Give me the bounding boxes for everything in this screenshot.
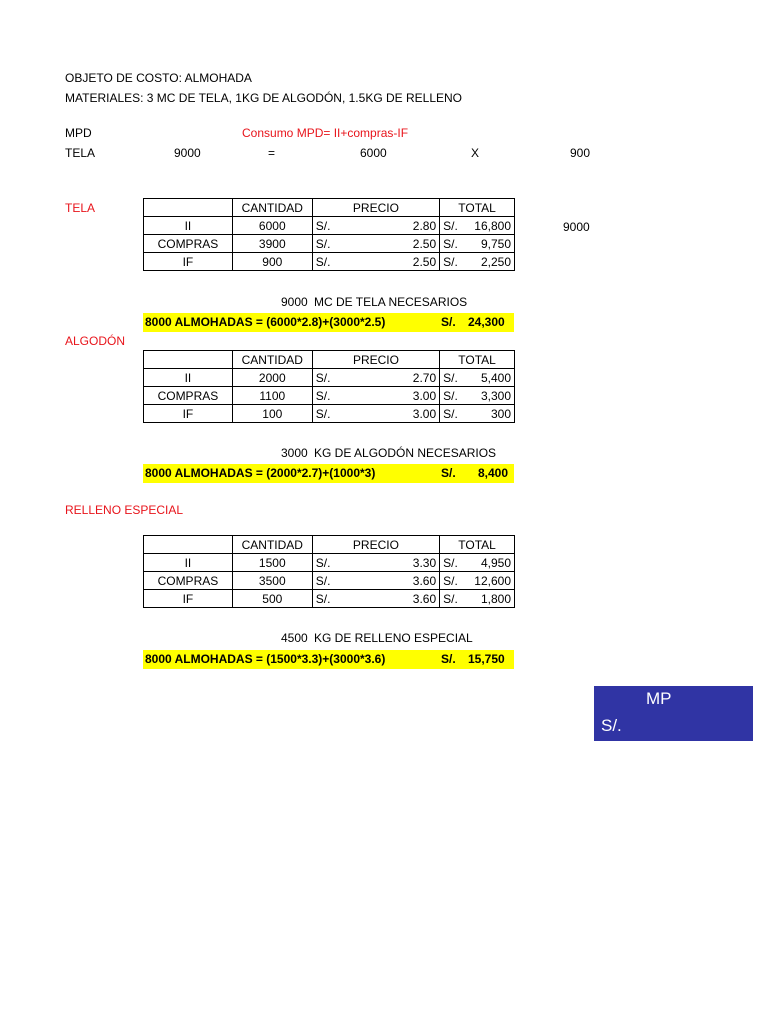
precio-value: 2.80: [412, 218, 437, 233]
tela-calc-total: 24,300: [468, 315, 505, 329]
cantidad-cell: 1500: [232, 554, 312, 572]
total-cell: [440, 590, 515, 608]
relleno-table: [143, 535, 515, 608]
table-row: [144, 554, 515, 572]
cantidad-cell: 900: [232, 253, 312, 271]
precio-value: 2.70: [412, 370, 437, 385]
algodon-calc-formula: 8000 ALMOHADAS = (2000*2.7)+(1000*3): [145, 466, 376, 480]
algodon-table: [143, 350, 515, 423]
table-header-empty: [144, 536, 233, 554]
total-value: 12,600: [474, 573, 511, 588]
precio-cell: [312, 369, 439, 387]
precio-value: 3.00: [412, 406, 437, 421]
currency-label: S/.: [315, 236, 331, 251]
table-header-empty: [144, 351, 233, 369]
currency-label: S/.: [443, 573, 458, 588]
total-value: 16,800: [474, 218, 511, 233]
currency-label: S/.: [443, 388, 458, 403]
currency-label: S/.: [315, 406, 331, 421]
total-value: 5,400: [480, 370, 511, 385]
total-value: 4,950: [480, 555, 511, 570]
currency-label: S/.: [315, 573, 331, 588]
table-header-precio: PRECIO: [312, 199, 439, 217]
total-value: 9,750: [480, 236, 511, 251]
table-row: [144, 405, 515, 423]
tela-label: TELA: [65, 146, 96, 160]
total-cell: [440, 217, 515, 235]
cantidad-cell: 6000: [232, 217, 312, 235]
precio-value: 3.00: [412, 388, 437, 403]
table-header-total: TOTAL: [440, 536, 515, 554]
currency-label: S/.: [315, 555, 331, 570]
mp-currency: S/.: [601, 716, 622, 735]
total-value: 1,800: [480, 591, 511, 606]
currency-label: S/.: [443, 236, 458, 251]
row-label: COMPRAS: [144, 387, 233, 405]
cantidad-cell: 2000: [232, 369, 312, 387]
relleno-calc-formula: 8000 ALMOHADAS = (1500*3.3)+(3000*3.6): [145, 652, 386, 666]
total-value: 300: [490, 406, 511, 421]
row-label: COMPRAS: [144, 572, 233, 590]
algodon-calc-total: 8,400: [478, 466, 509, 480]
table-row: [144, 217, 515, 235]
row-label: IF: [144, 253, 233, 271]
total-cell: [440, 235, 515, 253]
currency-label: S/.: [315, 591, 331, 606]
relleno-needed-text: KG DE RELLENO ESPECIAL: [314, 631, 473, 645]
precio-cell: [312, 387, 439, 405]
row-label: II: [144, 554, 233, 572]
algodon-section-title: ALGODÓN: [65, 334, 126, 348]
row-label: II: [144, 217, 233, 235]
row-label: COMPRAS: [144, 235, 233, 253]
total-cell: [440, 253, 515, 271]
currency-label: S/.: [315, 254, 331, 269]
precio-value: 3.30: [412, 555, 437, 570]
total-cell: [440, 387, 515, 405]
relleno-calc-total: 15,750: [468, 652, 505, 666]
total-cell: [440, 554, 515, 572]
precio-value: 2.50: [412, 236, 437, 251]
row-label: IF: [144, 405, 233, 423]
cantidad-cell: 100: [232, 405, 312, 423]
cantidad-cell: 3900: [232, 235, 312, 253]
currency-label: S/.: [443, 555, 458, 570]
table-header-cantidad: CANTIDAD: [232, 351, 312, 369]
precio-cell: [312, 554, 439, 572]
table-row: [144, 253, 515, 271]
currency-label: S/.: [443, 218, 458, 233]
currency-label: S/.: [315, 218, 331, 233]
algodon-calc-currency: S/.: [441, 466, 456, 480]
relleno-calc-highlight: [143, 650, 514, 669]
precio-value: 2.50: [412, 254, 437, 269]
tela-calc-highlight: [143, 313, 514, 332]
materiales-line: MATERIALES: 3 MC DE TELA, 1KG DE ALGODÓN, 1.5KG DE RELLENO: [65, 91, 463, 105]
table-row: [144, 387, 515, 405]
tela-needed-qty: 9000: [281, 295, 308, 309]
table-header-cantidad: CANTIDAD: [232, 536, 312, 554]
total-cell: [440, 405, 515, 423]
mp-summary-box: [594, 686, 753, 741]
algodon-calc-highlight: [143, 464, 514, 483]
total-value: 3,300: [480, 388, 511, 403]
cantidad-cell: 1100: [232, 387, 312, 405]
tela-calc-currency: S/.: [441, 315, 456, 329]
precio-value: 3.60: [412, 573, 437, 588]
mpd-x: X: [471, 146, 480, 160]
table-row: [144, 369, 515, 387]
consumo-formula: Consumo MPD= II+compras-IF: [242, 126, 409, 140]
table-row: [144, 572, 515, 590]
relleno-calc-currency: S/.: [441, 652, 456, 666]
cantidad-cell: 500: [232, 590, 312, 608]
currency-label: S/.: [315, 388, 331, 403]
mpd-equals: =: [268, 146, 276, 160]
tela-table: [143, 198, 515, 271]
mpd-value-3: 900: [570, 146, 591, 160]
precio-value: 3.60: [412, 591, 437, 606]
total-value: 2,250: [480, 254, 511, 269]
tela-side-value: 9000: [563, 220, 590, 234]
mpd-value-1: 9000: [174, 146, 201, 160]
precio-cell: [312, 572, 439, 590]
relleno-needed-qty: 4500: [281, 631, 308, 645]
total-cell: [440, 572, 515, 590]
table-header-total: TOTAL: [440, 199, 515, 217]
currency-label: S/.: [315, 370, 331, 385]
algodon-needed-text: KG DE ALGODÓN NECESARIOS: [314, 446, 497, 460]
precio-cell: [312, 590, 439, 608]
mpd-value-2: 6000: [360, 146, 387, 160]
table-header-cantidad: CANTIDAD: [232, 199, 312, 217]
currency-label: S/.: [443, 591, 458, 606]
table-row: [144, 590, 515, 608]
row-label: II: [144, 369, 233, 387]
table-header-row: [144, 351, 515, 369]
relleno-section-title: RELLENO ESPECIAL: [65, 503, 184, 517]
objeto-de-costo: OBJETO DE COSTO: ALMOHADA: [65, 71, 252, 85]
table-header-total: TOTAL: [440, 351, 515, 369]
currency-label: S/.: [443, 254, 458, 269]
currency-label: S/.: [443, 406, 458, 421]
precio-cell: [312, 217, 439, 235]
mpd-label: MPD: [65, 126, 92, 140]
algodon-needed-qty: 3000: [281, 446, 308, 460]
total-cell: [440, 369, 515, 387]
cantidad-cell: 3500: [232, 572, 312, 590]
currency-label: S/.: [443, 370, 458, 385]
table-header-precio: PRECIO: [312, 351, 439, 369]
table-header-precio: PRECIO: [312, 536, 439, 554]
tela-calc-formula: 8000 ALMOHADAS = (6000*2.8)+(3000*2.5): [145, 315, 386, 329]
precio-cell: [312, 235, 439, 253]
precio-cell: [312, 405, 439, 423]
precio-cell: [312, 253, 439, 271]
mp-label: MP: [646, 689, 672, 708]
tela-needed-text: MC DE TELA NECESARIOS: [314, 295, 468, 309]
table-header-empty: [144, 199, 233, 217]
table-header-row: [144, 199, 515, 217]
tela-section-title: TELA: [65, 201, 96, 215]
table-header-row: [144, 536, 515, 554]
table-row: [144, 235, 515, 253]
row-label: IF: [144, 590, 233, 608]
